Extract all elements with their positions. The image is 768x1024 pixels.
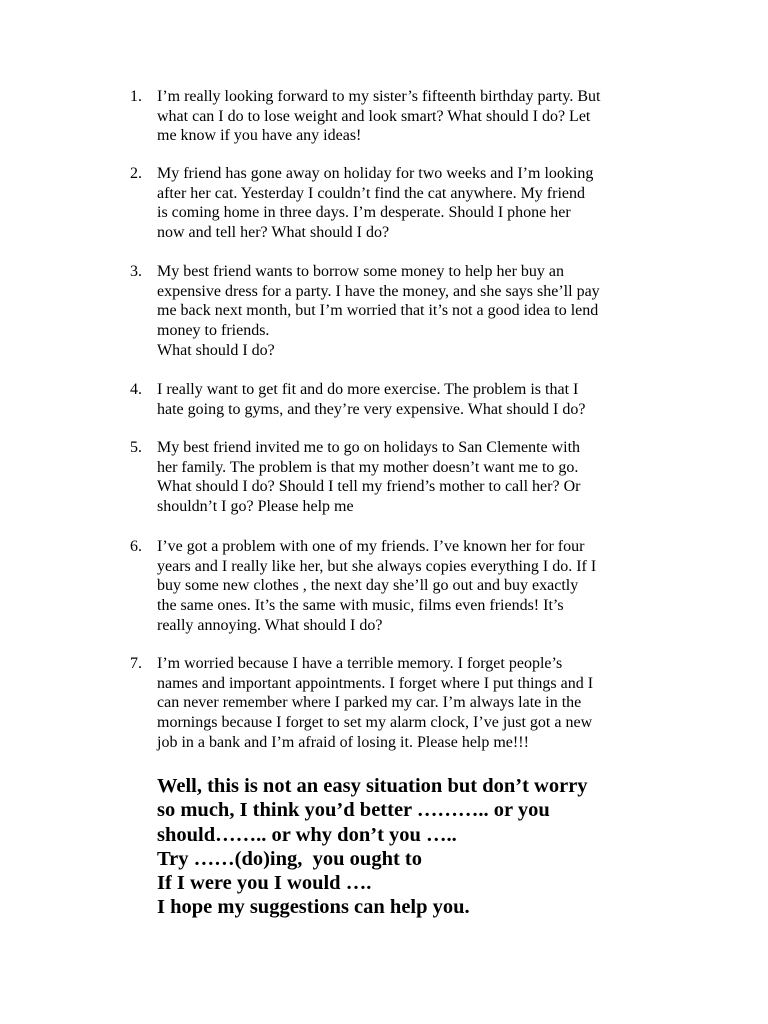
problem-line: her family. The problem is that my mother doesn’t want me to go.	[157, 458, 579, 476]
advice-line: Try ……(do)ing, you ought to	[157, 847, 423, 870]
problem-line: I really want to get fit and do more exercise. The problem is that I	[157, 381, 579, 398]
problem-number: 1.	[130, 88, 142, 105]
problem-line: I’m really looking forward to my sister’s fifteenth birthday party. But	[157, 88, 601, 105]
problem-line: shouldn’t I go? Please help me	[157, 498, 354, 516]
problem-line: job in a bank and I’m afraid of losing it. Please help me!!!	[157, 733, 529, 751]
problem-line: buy some new clothes , the next day she’ll go out and buy exactly	[157, 577, 579, 595]
advice-line: Well, this is not an easy situation but don’t worry	[157, 775, 588, 797]
problem-line: the same ones. It’s the same with music, films even friends! It’s	[157, 597, 564, 615]
problem-line: My best friend wants to borrow some money to help her buy an	[157, 263, 565, 280]
problem-number: 3.	[130, 263, 142, 280]
problem-text	[157, 380, 670, 419]
problem-text	[157, 164, 670, 243]
problem-line: expensive dress for a party. I have the money, and she says she’ll pay	[157, 282, 600, 300]
problem-text	[157, 87, 670, 146]
problem-text	[157, 438, 670, 517]
problem-number: 2.	[130, 165, 142, 182]
problem-text	[157, 654, 670, 753]
advice-line: If I were you I would ….	[157, 872, 372, 895]
problem-line: now and tell her? What should I do?	[157, 224, 390, 242]
problem-line: really annoying. What should I do?	[157, 616, 383, 634]
problem-line: mornings because I forget to set my alarm clock, I’ve just got a new	[157, 714, 593, 732]
problem-line: me know if you have any ideas!	[157, 127, 362, 145]
problem-text	[157, 537, 670, 636]
problem-line: My friend has gone away on holiday for two weeks and I’m looking	[157, 165, 594, 182]
problem-line: is coming home in three days. I’m desperate. Should I phone her	[157, 204, 571, 222]
problem-line: I’ve got a problem with one of my friends. I’ve known her for four	[157, 538, 585, 555]
advice-block	[157, 774, 657, 920]
problem-line: can never remember where I parked my car. I’m always late in the	[157, 694, 582, 712]
problem-line: What should I do? Should I tell my friend’s mother to call her? Or	[157, 478, 581, 496]
problem-line: hate going to gyms, and they’re very expensive. What should I do?	[157, 400, 586, 418]
problem-line: after her cat. Yesterday I couldn’t find the cat anywhere. My friend	[157, 184, 585, 202]
problem-line: money to friends.	[157, 322, 270, 340]
problem-line: I’m worried because I have a terrible memory. I forget people’s	[157, 655, 563, 672]
advice-line: so much, I think you’d better ……….. or you	[157, 799, 550, 822]
problem-line: me back next month, but I’m worried that it’s not a good idea to lend	[157, 302, 599, 320]
problem-line: years and I really like her, but she always copies everything I do. If I	[157, 557, 597, 575]
problem-number: 6.	[130, 538, 142, 555]
problem-line: What should I do?	[157, 341, 275, 359]
advice-line: should…….. or why don’t you …..	[157, 823, 457, 846]
problem-line: My best friend invited me to go on holidays to San Clemente with	[157, 439, 581, 456]
advice-line: I hope my suggestions can help you.	[157, 896, 470, 919]
problem-number: 5.	[130, 439, 142, 456]
problem-number: 4.	[130, 381, 142, 398]
problem-text	[157, 262, 670, 361]
problem-line: what can I do to lose weight and look smart? What should I do? Let	[157, 107, 591, 125]
problem-number: 7.	[130, 655, 142, 672]
problem-line: names and important appointments. I forget where I put things and I	[157, 674, 594, 692]
